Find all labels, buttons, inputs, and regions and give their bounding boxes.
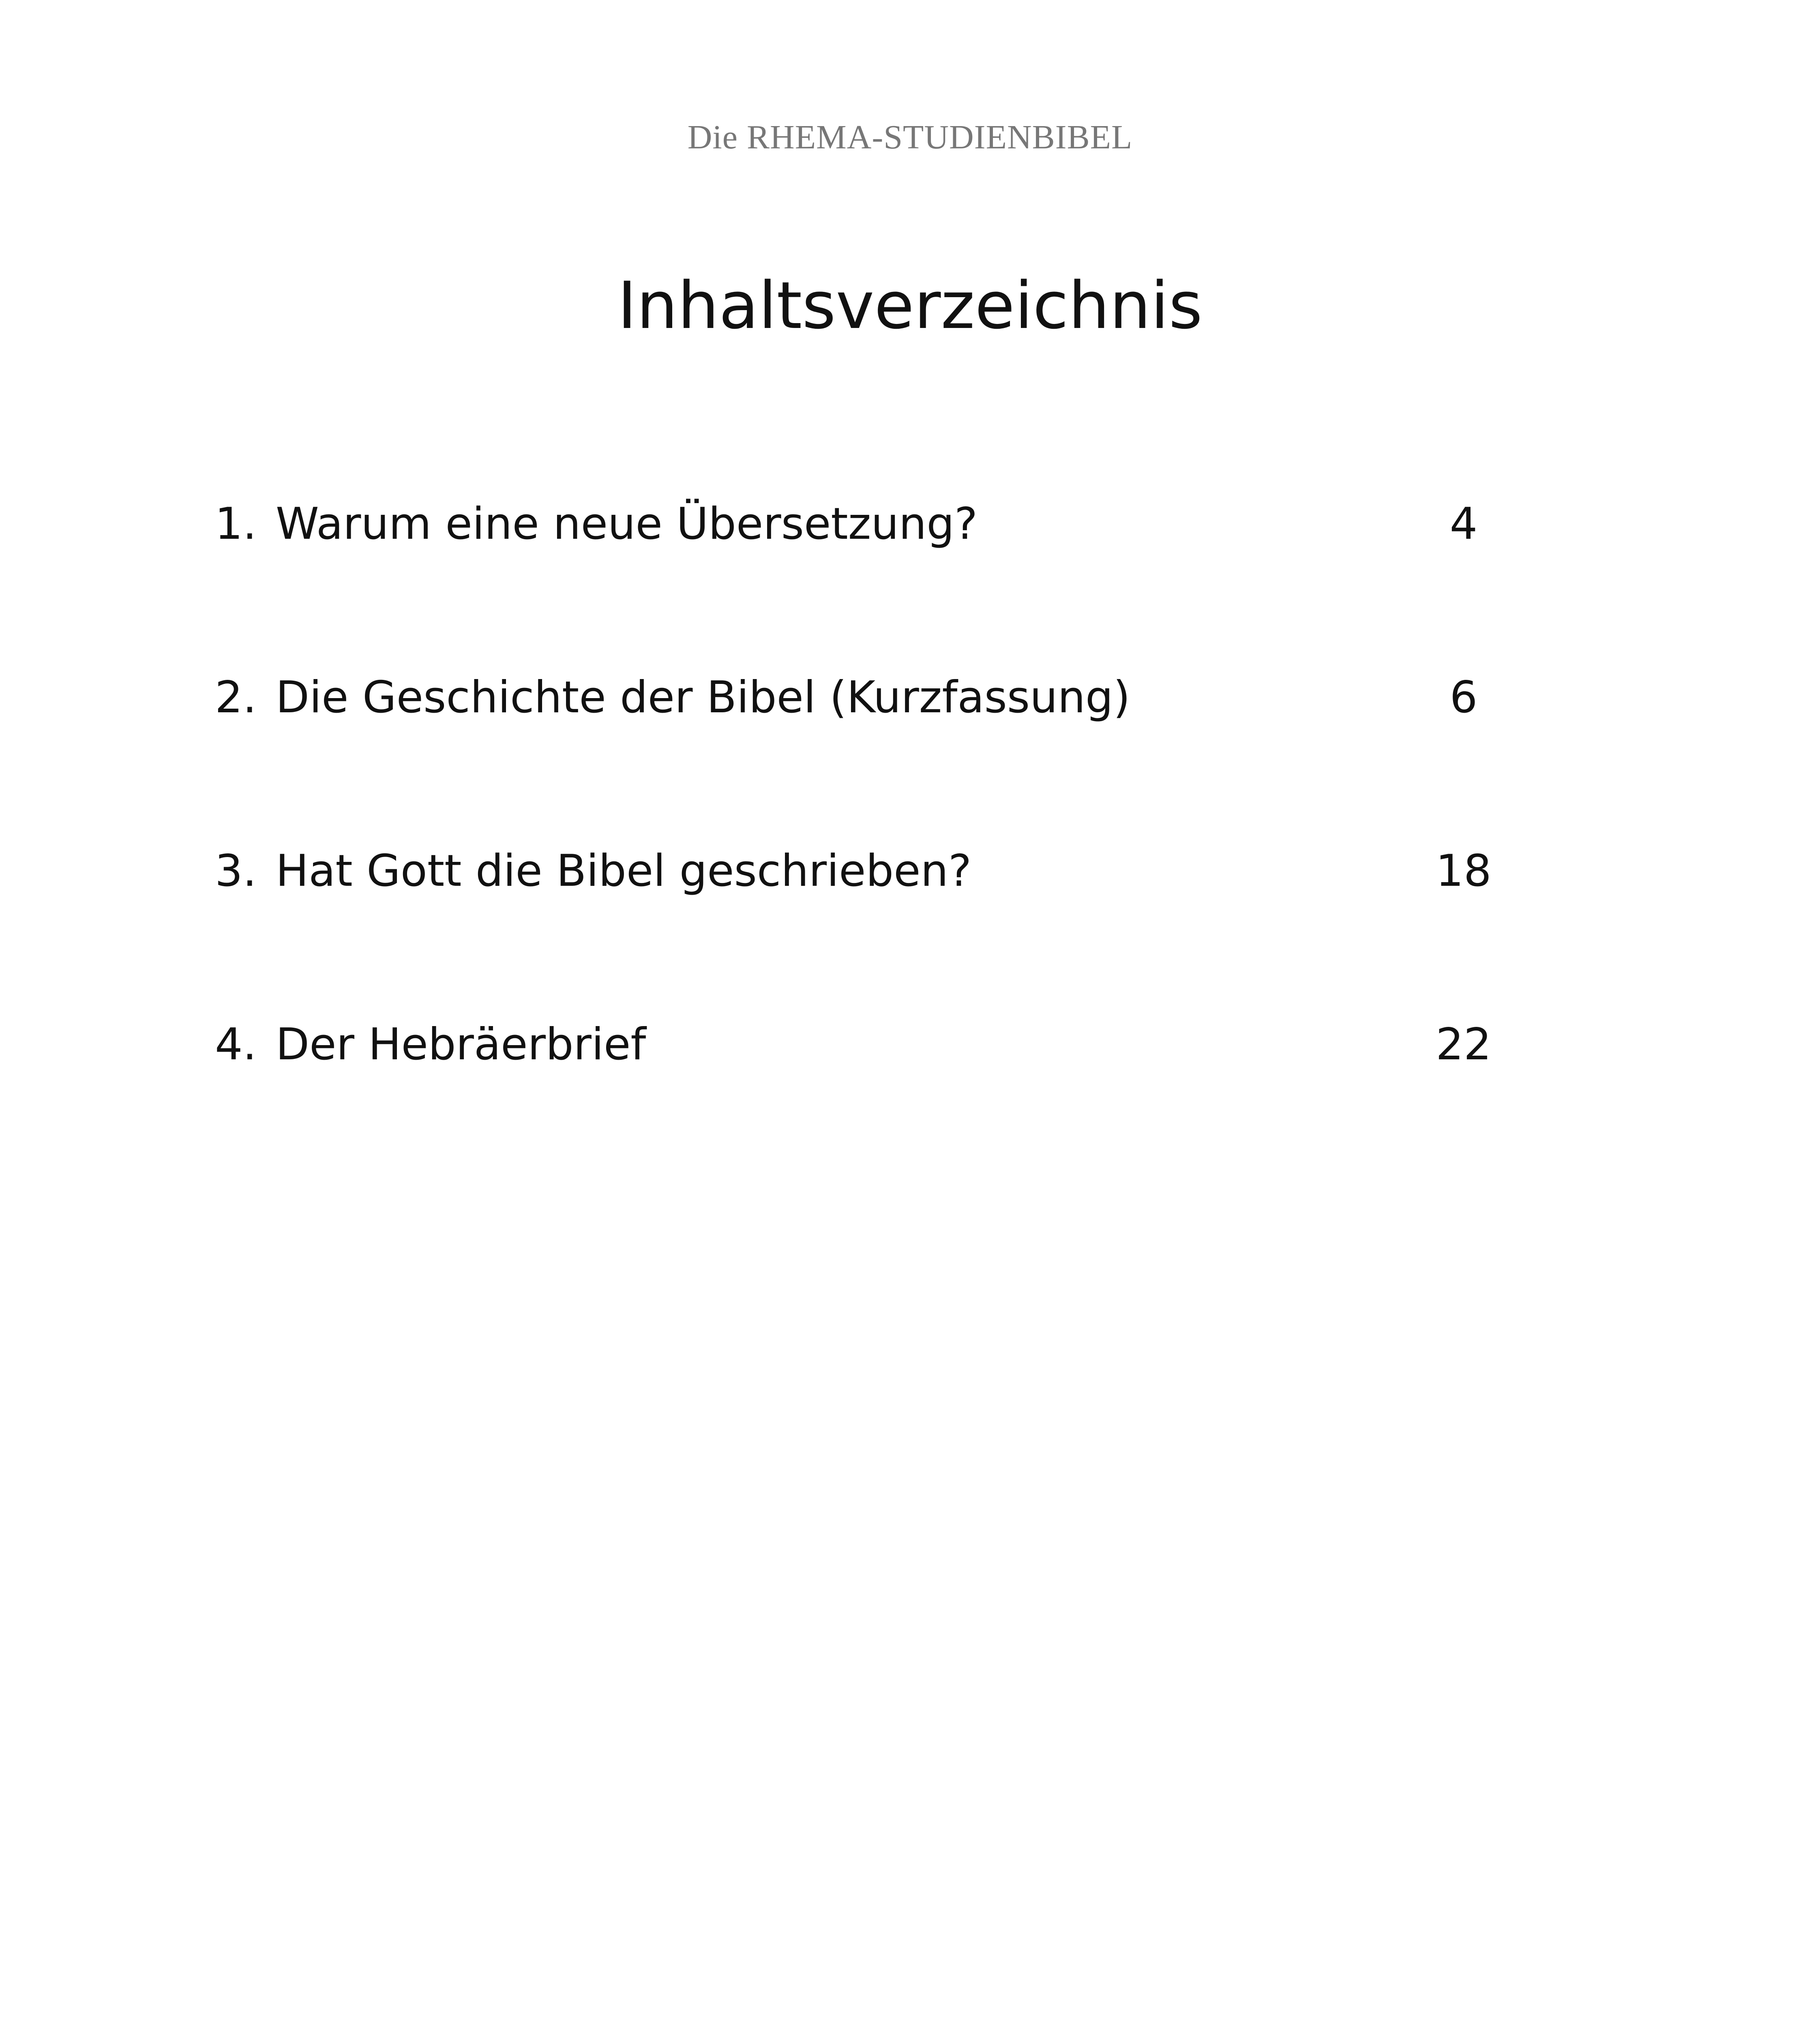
- toc-entry-number: 4.: [215, 1019, 257, 1070]
- toc-entry-label: Der Hebräerbrief: [276, 1019, 646, 1070]
- toc-title: Inhaltsverzeichnis: [617, 268, 1203, 343]
- toc-entry-3: [215, 846, 1524, 1019]
- toc-entry-page: 18: [1436, 846, 1492, 896]
- toc-entry-label: Warum eine neue Übersetzung?: [276, 499, 978, 549]
- toc-entry-label: Hat Gott die Bibel geschrieben?: [276, 846, 972, 896]
- toc-list: [215, 499, 1524, 1193]
- toc-entry-page: 22: [1436, 1019, 1492, 1070]
- toc-entry-4: [215, 1019, 1524, 1193]
- running-header: Die RHEMA-STUDIENBIBEL: [687, 118, 1133, 156]
- toc-entry-number: 2.: [215, 672, 257, 723]
- toc-entry-number: 3.: [215, 846, 257, 896]
- toc-entry-1: [215, 499, 1524, 672]
- toc-entry-2: [215, 672, 1524, 846]
- toc-entry-page: 6: [1449, 672, 1478, 723]
- toc-entry-label: Die Geschichte der Bibel (Kurzfassung): [276, 672, 1130, 723]
- toc-entry-page: 4: [1449, 499, 1478, 549]
- toc-entry-number: 1.: [215, 499, 257, 549]
